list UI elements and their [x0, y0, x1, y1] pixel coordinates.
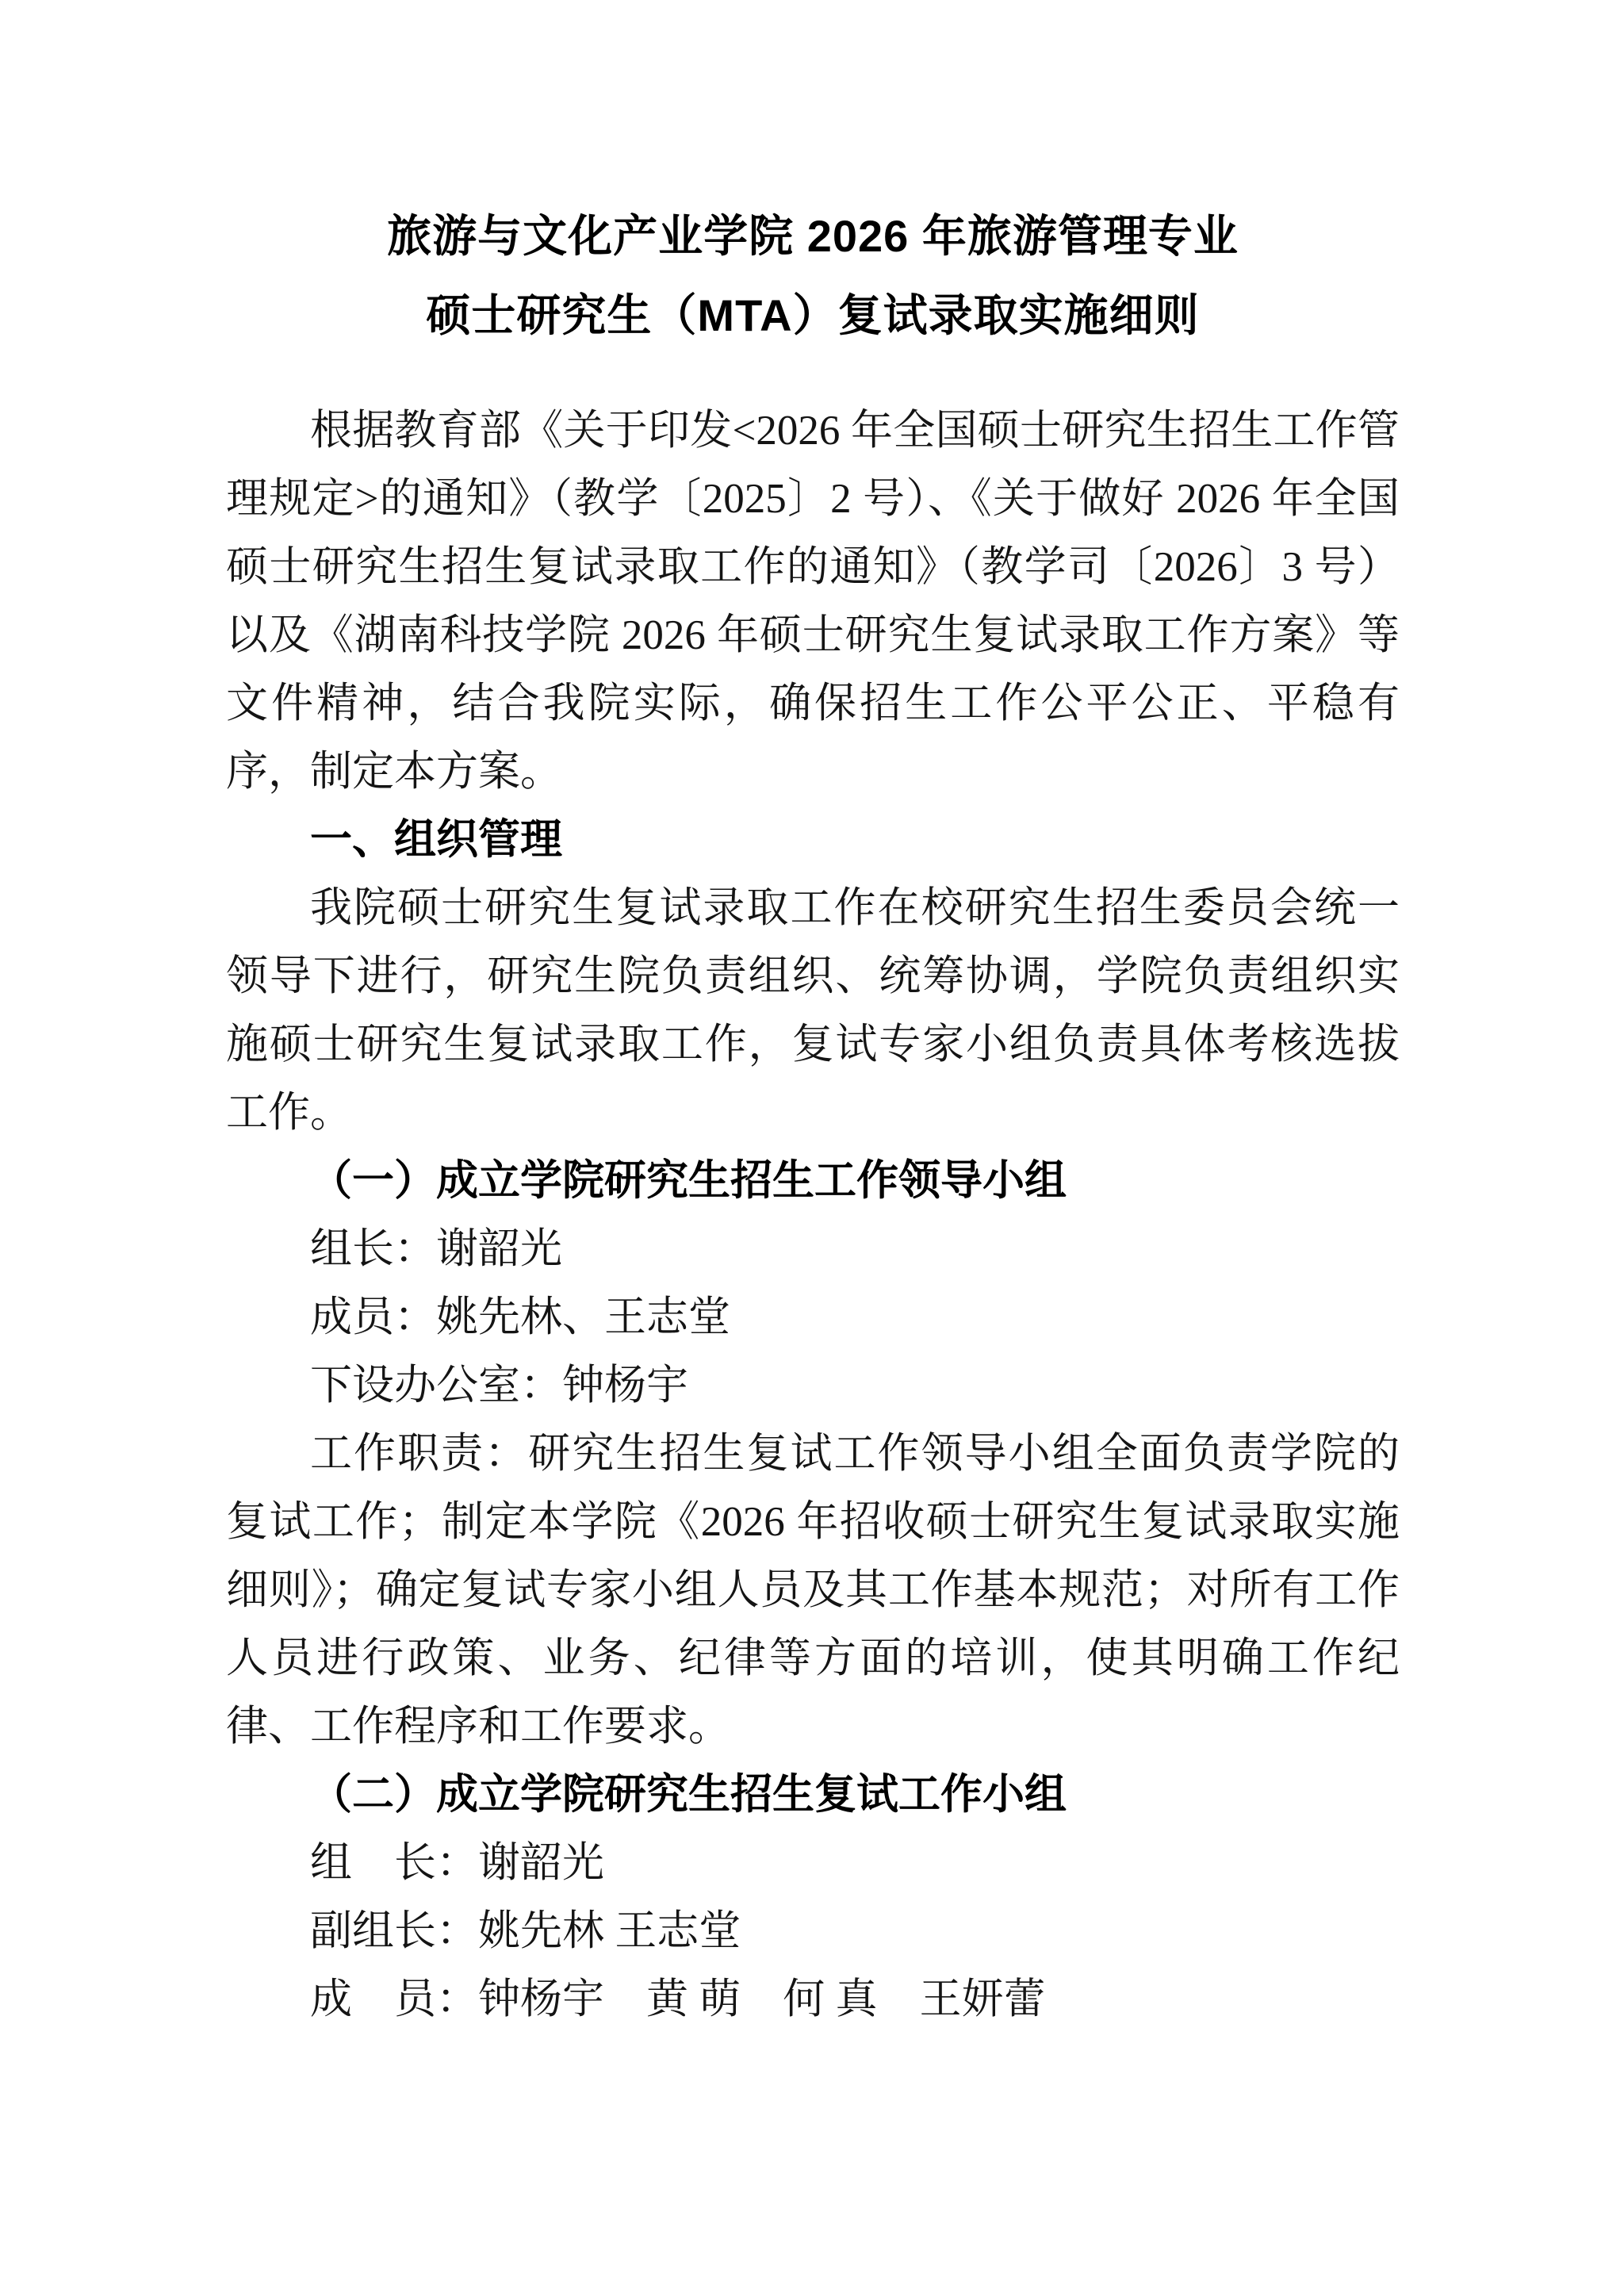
work-group-heading-emphasis: （二）成立学院研究生	[310, 1771, 730, 1818]
leading-group-office-line: 下设办公室：钟杨宇	[310, 1363, 688, 1409]
work-group-heading-rest: 招生复试工作小组	[730, 1772, 1067, 1818]
leading-group-duties-paragraph: 工作职责：研究生招生复试工作领导小组全面负责学院的复试工作；制定本学院《2026 年招收硕士研究生复试录取实施细则》；确定复试专家小组人员及其工作基本规范；对所有工作人员进行政策、业务、纪律等方面的培训，使其明确工作纪律、工作程序和工作要求。	[226, 1431, 1400, 1750]
document-title-line-2: 硕士研究生（MTA）复试录取实施细则	[426, 290, 1200, 340]
document-title	[226, 197, 1400, 355]
work-group-leader-line: 组 长：谢韶光	[310, 1840, 604, 1886]
intro-paragraph: 根据教育部《关于印发<2026 年全国硕士研究生招生工作管理规定>的通知》（教学〔2025〕2 号）、《关于做好 2026 年全国硕士研究生招生复试录取工作的通知》（教学司〔2026〕3 号）以及《湖南科技学院 2026 年硕士研究生复试录取工作方案》等文件精神，结合我院实际，确保招生工作公平公正、平稳有序，制定本方案。	[226, 408, 1400, 795]
section-heading-org-management: 一、组织管理	[310, 817, 562, 863]
document-body	[226, 397, 1400, 2033]
work-group-members-line: 成 员：钟杨宇 黄 萌 何 真 王妍蕾	[310, 1976, 1046, 2022]
work-group-deputy-line: 副组长：姚先林 王志堂	[310, 1908, 741, 1954]
document-title-line-1: 旅游与文化产业学院 2026 年旅游管理专业	[387, 211, 1239, 261]
subsection-heading-work-group	[226, 1761, 1400, 1829]
leading-group-leader-line: 组长：谢韶光	[310, 1226, 562, 1272]
leading-group-members-line: 成员：姚先林、王志堂	[310, 1294, 730, 1340]
org-management-paragraph: 我院硕士研究生复试录取工作在校研究生招生委员会统一领导下进行，研究生院负责组织、统筹协调，学院负责组织实施硕士研究生复试录取工作，复试专家小组负责具体考核选拔工作。	[226, 885, 1400, 1136]
subsection-heading-leading-group: （一）成立学院研究生招生工作领导小组	[310, 1157, 1067, 1204]
